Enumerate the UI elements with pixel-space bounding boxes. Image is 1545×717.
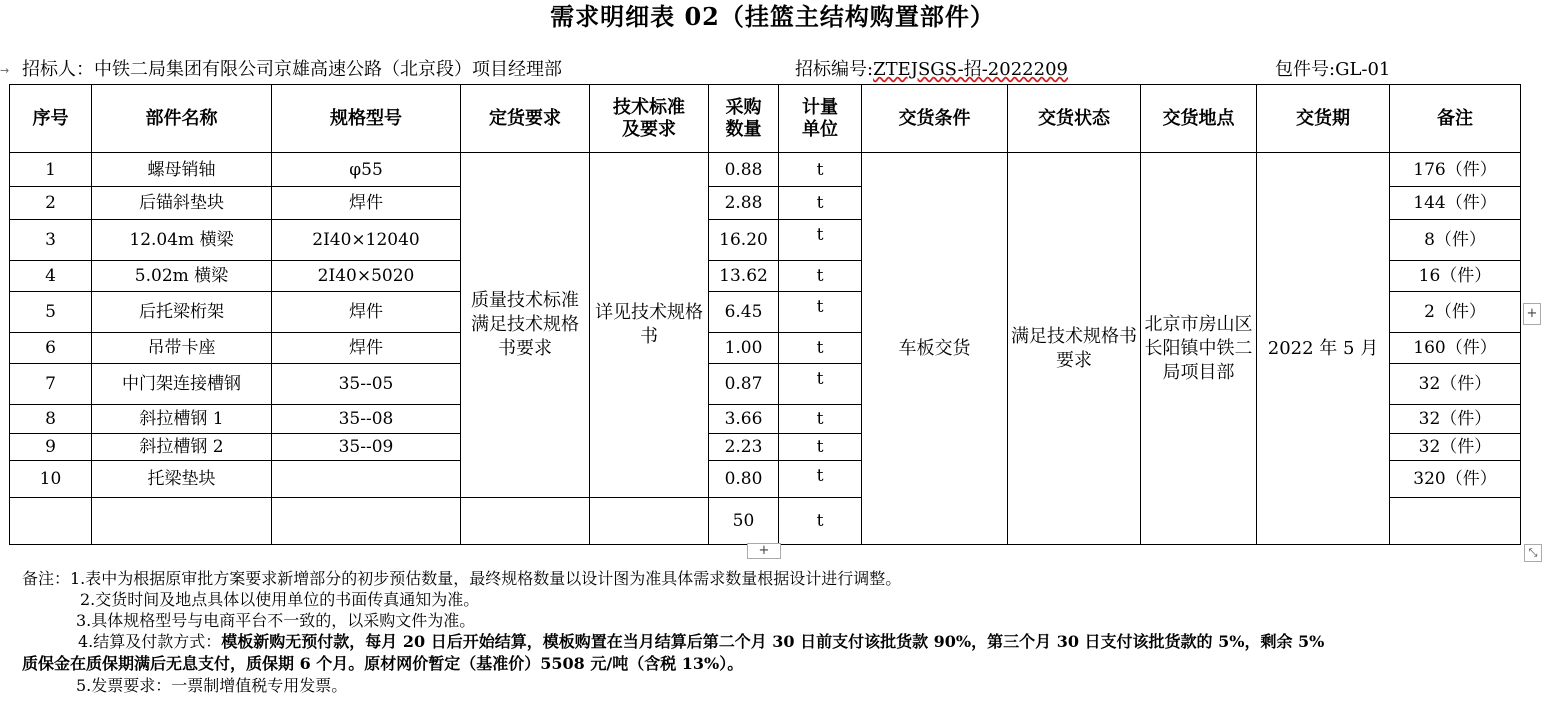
row-remark: 320（件） bbox=[1390, 461, 1521, 498]
row-unit: t bbox=[779, 434, 862, 461]
row-unit: t bbox=[779, 220, 862, 261]
row-qty: 3.66 bbox=[709, 405, 779, 434]
add-column-button[interactable]: + bbox=[1523, 303, 1541, 325]
package-number: 包件号:GL-01 bbox=[1275, 59, 1391, 80]
row-unit: t bbox=[779, 261, 862, 292]
row-unit: t bbox=[779, 292, 862, 333]
col-header-name: 部件名称 bbox=[92, 85, 272, 153]
row-remark: 144（件） bbox=[1390, 187, 1521, 220]
note-5: 5.发票要求：一票制增值税专用发票。 bbox=[76, 676, 348, 695]
delivery-place-cell: 北京市房山区长阳镇中铁二局项目部 bbox=[1141, 153, 1257, 545]
row-name: 中门架连接槽钢 bbox=[92, 364, 272, 405]
row-spec: 焊件 bbox=[272, 187, 461, 220]
row-no: 10 bbox=[10, 461, 92, 498]
row-remark: 8（件） bbox=[1390, 220, 1521, 261]
order-requirement-cell: 质量技术标准满足技术规格书要求 bbox=[461, 153, 590, 498]
col-header-spec: 规格型号 bbox=[272, 85, 461, 153]
total-spec bbox=[272, 498, 461, 545]
total-qty: 50 bbox=[709, 498, 779, 545]
note-4-prefix: 4.结算及付款方式： bbox=[78, 632, 222, 651]
total-no bbox=[10, 498, 92, 545]
row-unit: t bbox=[779, 364, 862, 405]
row-spec bbox=[272, 461, 461, 498]
row-name: 后锚斜垫块 bbox=[92, 187, 272, 220]
row-qty: 16.20 bbox=[709, 220, 779, 261]
row-spec: 35--05 bbox=[272, 364, 461, 405]
table-resize-handle[interactable]: ⤡ bbox=[1524, 544, 1542, 562]
row-remark: 32（件） bbox=[1390, 405, 1521, 434]
row-unit: t bbox=[779, 187, 862, 220]
total-name bbox=[92, 498, 272, 545]
row-qty: 6.45 bbox=[709, 292, 779, 333]
tech-standard-cell: 详见技术规格书 bbox=[590, 153, 709, 498]
row-no: 1 bbox=[10, 153, 92, 187]
row-name: 后托梁桁架 bbox=[92, 292, 272, 333]
row-spec: 35--08 bbox=[272, 405, 461, 434]
col-header-order-req: 定货要求 bbox=[461, 85, 590, 153]
row-remark: 16（件） bbox=[1390, 261, 1521, 292]
table-header-row bbox=[10, 85, 1521, 153]
row-name: 托梁垫块 bbox=[92, 461, 272, 498]
row-remark: 32（件） bbox=[1390, 364, 1521, 405]
tender-number bbox=[795, 58, 1068, 82]
col-header-tech-std-line1: 技术标准 bbox=[613, 96, 685, 118]
note-2: 2.交货时间及地点具体以使用单位的书面传真通知为准。 bbox=[80, 590, 480, 609]
note-4-bold-1: 模板新购无预付款，每月 20 日后开始结算，模板购置在当月结算后第二个月 30 日前支付该批货款 90%，第三个月 30 日支付该批货款的 5%，剩余 5% bbox=[221, 632, 1325, 651]
row-no: 8 bbox=[10, 405, 92, 434]
row-remark: 2（件） bbox=[1390, 292, 1521, 333]
tender-number-label: 招标编号: bbox=[795, 59, 874, 80]
row-no: 4 bbox=[10, 261, 92, 292]
row-spec: 2I40×5020 bbox=[272, 261, 461, 292]
row-unit: t bbox=[779, 333, 862, 364]
note-3: 3.具体规格型号与电商平台不一致的，以采购文件为准。 bbox=[76, 611, 476, 630]
row-name: 斜拉槽钢 2 bbox=[92, 434, 272, 461]
row-name: 12.04m 横梁 bbox=[92, 220, 272, 261]
col-header-delivery-state: 交货状态 bbox=[1008, 85, 1141, 153]
col-header-qty-line2: 数量 bbox=[725, 118, 762, 140]
row-name: 5.02m 横梁 bbox=[92, 261, 272, 292]
row-no: 5 bbox=[10, 292, 92, 333]
row-no: 9 bbox=[10, 434, 92, 461]
notes-section bbox=[22, 568, 1522, 696]
row-qty: 0.87 bbox=[709, 364, 779, 405]
row-no: 3 bbox=[10, 220, 92, 261]
requirements-table bbox=[9, 84, 1521, 545]
table-row bbox=[10, 153, 1521, 187]
total-tech-std bbox=[590, 498, 709, 545]
row-name: 螺母销轴 bbox=[92, 153, 272, 187]
delivery-state-cell: 满足技术规格书要求 bbox=[1008, 153, 1141, 545]
col-header-unit-line2: 单位 bbox=[802, 118, 838, 140]
delivery-date-cell: 2022 年 5 月 bbox=[1257, 153, 1390, 545]
row-spec: 焊件 bbox=[272, 292, 461, 333]
row-qty: 0.80 bbox=[709, 461, 779, 498]
col-header-delivery-place: 交货地点 bbox=[1141, 85, 1257, 153]
row-name: 吊带卡座 bbox=[92, 333, 272, 364]
row-qty: 13.62 bbox=[709, 261, 779, 292]
col-header-no: 序号 bbox=[10, 85, 92, 153]
col-header-unit-line1: 计量 bbox=[802, 96, 838, 118]
total-remark bbox=[1390, 498, 1521, 545]
row-unit: t bbox=[779, 405, 862, 434]
row-spec: 2I40×12040 bbox=[272, 220, 461, 261]
row-no: 2 bbox=[10, 187, 92, 220]
col-header-remarks: 备注 bbox=[1390, 85, 1521, 153]
total-order-req bbox=[461, 498, 590, 545]
col-header-qty-line1: 采购 bbox=[725, 96, 762, 118]
add-row-button[interactable]: + bbox=[747, 543, 781, 559]
row-no: 6 bbox=[10, 333, 92, 364]
col-header-tech-std-line2: 及要求 bbox=[622, 118, 676, 140]
col-header-delivery-terms: 交货条件 bbox=[862, 85, 1008, 153]
total-unit: t bbox=[779, 498, 862, 545]
row-spec: 35--09 bbox=[272, 434, 461, 461]
row-qty: 2.88 bbox=[709, 187, 779, 220]
row-unit: t bbox=[779, 461, 862, 498]
col-header-tech-std bbox=[590, 85, 709, 153]
row-spec: φ55 bbox=[272, 153, 461, 187]
row-remark: 176（件） bbox=[1390, 153, 1521, 187]
row-qty: 1.00 bbox=[709, 333, 779, 364]
note-4 bbox=[22, 631, 1522, 653]
note-4-continued: 质保金在质保期满后无息支付，质保期 6 个月。原材网价暂定（基准价）5508 元/吨（含税 13%）。 bbox=[22, 654, 744, 673]
row-marker-icon: → bbox=[0, 64, 10, 77]
delivery-terms-cell: 车板交货 bbox=[862, 153, 1008, 545]
col-header-delivery-date: 交货期 bbox=[1257, 85, 1390, 153]
col-header-qty bbox=[709, 85, 779, 153]
row-qty: 2.23 bbox=[709, 434, 779, 461]
document-title: 需求明细表 02（挂篮主结构购置部件） bbox=[550, 2, 995, 31]
col-header-unit bbox=[779, 85, 862, 153]
tender-number-value: ZTEJSGS-招-2022209 bbox=[873, 59, 1068, 80]
tenderer-label: 招标人：中铁二局集团有限公司京雄高速公路（北京段）项目经理部 bbox=[22, 59, 562, 80]
row-name: 斜拉槽钢 1 bbox=[92, 405, 272, 434]
note-1: 备注：1.表中为根据原审批方案要求新增部分的初步预估数量，最终规格数量以设计图为准具体需求数量根据设计进行调整。 bbox=[22, 569, 902, 588]
row-spec: 焊件 bbox=[272, 333, 461, 364]
row-qty: 0.88 bbox=[709, 153, 779, 187]
row-remark: 160（件） bbox=[1390, 333, 1521, 364]
row-no: 7 bbox=[10, 364, 92, 405]
row-remark: 32（件） bbox=[1390, 434, 1521, 461]
row-unit: t bbox=[779, 153, 862, 187]
